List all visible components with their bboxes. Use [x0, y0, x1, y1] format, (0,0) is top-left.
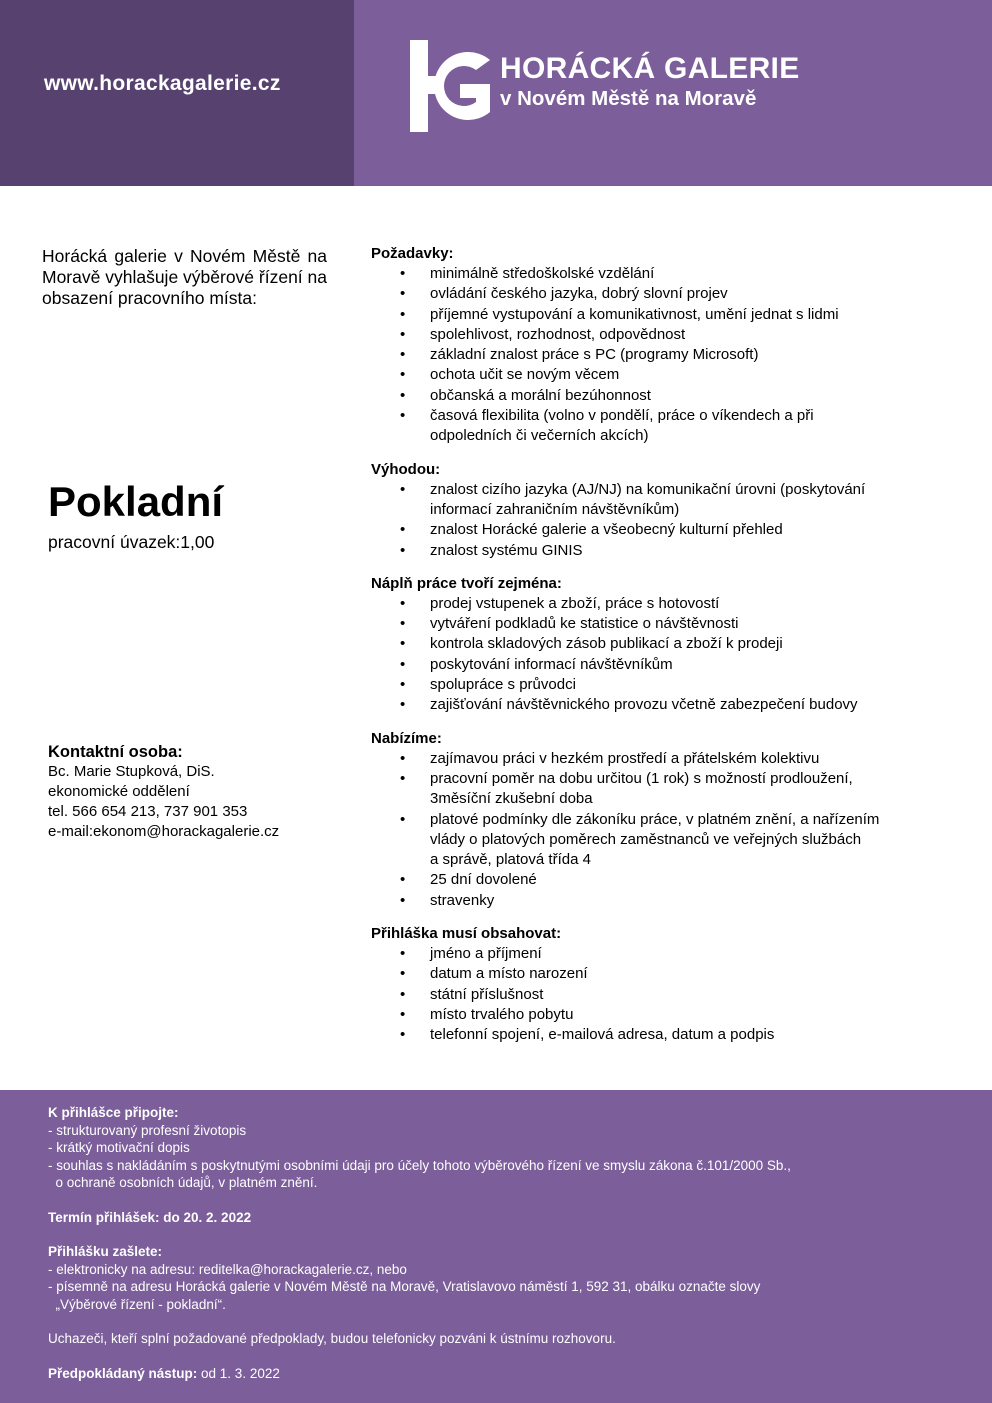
hg-monogram-icon	[410, 40, 492, 132]
bullet-list	[371, 264, 951, 447]
section-heading: Nabízíme:	[371, 729, 442, 747]
section	[371, 574, 951, 716]
section	[371, 924, 951, 1045]
bullet-list	[371, 944, 951, 1045]
section-heading: Požadavky:	[371, 245, 454, 262]
section-heading: Výhodou:	[371, 460, 441, 478]
bullet-list	[371, 480, 951, 561]
list-item: • státní příslušnost	[371, 985, 951, 1005]
attach-item: - krátký motivační dopis	[48, 1140, 190, 1155]
list-item: • spolehlivost, rozhodnost, odpovědnost	[371, 325, 951, 345]
list-item: • minimálně středoškolské vzdělání	[371, 264, 951, 284]
list-item: • příjemné vystupování a komunikativnost, umění jednat s lidmi	[371, 305, 951, 325]
send-item: „Výběrové řízení - pokladní“.	[48, 1296, 226, 1312]
list-item: • ochota učit se novým věcem	[371, 365, 951, 385]
list-item: • znalost Horácké galerie a všeobecný kulturní přehled	[371, 520, 951, 540]
header-left-panel	[0, 0, 354, 186]
deadline: Termín přihlášek: do 20. 2. 2022	[48, 1209, 252, 1225]
logo-text	[500, 52, 800, 112]
section	[371, 729, 951, 911]
send-item: - písemně na adresu Horácká galerie v Novém Městě na Moravě, Vratislavovo náměstí 1, 592 31, obálku označte slovy	[48, 1279, 761, 1294]
start-label: Předpokládaný nástup:	[48, 1365, 198, 1381]
section	[371, 460, 951, 561]
list-item: • stravenky	[371, 891, 951, 911]
header	[0, 0, 992, 186]
list-item: • poskytování informací návštěvníkům	[371, 655, 951, 675]
list-item: • kontrola skladových zásob publikací a zboží k prodeji	[371, 634, 951, 654]
bullet-list	[371, 749, 951, 911]
logo-subtitle: v Novém Městě na Moravě	[500, 87, 757, 110]
list-item: • časová flexibilita (volno v pondělí, práce o víkendech a při odpoledních či večerních akcích)	[371, 406, 951, 447]
list-item: • znalost systému GINIS	[371, 541, 951, 561]
footer	[0, 1090, 992, 1403]
start-value: od 1. 3. 2022	[197, 1365, 280, 1381]
intro-text: Horácká galerie v Novém Městě na Moravě vyhlašuje výběrové řízení na obsazení pracovního místa:	[42, 246, 327, 308]
attach-item: - souhlas s nakládáním s poskytnutými osobními údaji pro účely tohoto výběrového řízení ve smyslu zákona č.101/2000 Sb.,	[48, 1157, 791, 1173]
footer-content	[48, 1104, 948, 1382]
contact-name: Bc. Marie Stupková, DiS.	[48, 763, 215, 780]
list-item: • ovládání českého jazyka, dobrý slovní projev	[371, 284, 951, 304]
start-date	[48, 1365, 948, 1383]
list-item: • místo trvalého pobytu	[371, 1005, 951, 1025]
list-item: • telefonní spojení, e-mailová adresa, datum a podpis	[371, 1025, 951, 1045]
list-item: • platové podmínky dle zákoníku práce, v platném znění, a nařízením vlády o platových poměrech zaměstnanců ve veřejných službách a správě, platová třída 4	[371, 810, 951, 871]
list-item: • datum a místo narození	[371, 964, 951, 984]
contact-department: ekonomické oddělení	[48, 783, 190, 800]
contact-block	[48, 742, 279, 842]
send-heading: Přihlášku zašlete:	[48, 1244, 163, 1259]
list-item: • jméno a příjmení	[371, 944, 951, 964]
job-workload: pracovní úvazek:1,00	[48, 532, 215, 552]
requirements-column	[371, 244, 951, 1059]
list-item: • prodej vstupenek a zboží, práce s hotovostí	[371, 594, 951, 614]
contact-email[interactable]: e-mail:ekonom@horackagalerie.cz	[48, 823, 280, 840]
job-title: Pokladní	[48, 478, 224, 525]
list-item: • vytváření podkladů ke statistice o návštěvnosti	[371, 614, 951, 634]
section-heading: Přihláška musí obsahovat:	[371, 925, 562, 943]
interview-note: Uchazeči, kteří splní požadované předpoklady, budou telefonicky pozváni k ústnímu rozhovoru.	[48, 1331, 616, 1346]
list-item: • zajišťování návštěvnického provozu včetně zabezpečení budovy	[371, 695, 951, 715]
section-heading: Náplň práce tvoří zejména:	[371, 574, 562, 592]
bullet-list	[371, 594, 951, 716]
list-item: • základní znalost práce s PC (programy Microsoft)	[371, 345, 951, 365]
attach-heading: K přihlášce připojte:	[48, 1105, 179, 1120]
contact-heading: Kontaktní osoba:	[48, 743, 183, 761]
list-item: • zajímavou práci v hezkém prostředí a přátelském kolektivu	[371, 749, 951, 769]
attach-item: - strukturovaný profesní životopis	[48, 1122, 247, 1138]
list-item: • občanská a morální bezúhonnost	[371, 386, 951, 406]
send-item: - elektronicky na adresu: reditelka@horackagalerie.cz, nebo	[48, 1261, 407, 1277]
list-item: • 25 dní dovolené	[371, 870, 951, 890]
section	[371, 244, 951, 447]
attach-item: o ochraně osobních údajů, v platném znění.	[48, 1175, 318, 1190]
logo-title: HORÁCKÁ GALERIE	[500, 52, 800, 85]
list-item: • znalost cizího jazyka (AJ/NJ) na komunikační úrovni (poskytování informací zahraničním návštěvníkům)	[371, 480, 951, 521]
website-link[interactable]: www.horackagalerie.cz	[44, 72, 281, 95]
list-item: • pracovní poměr na dobu určitou (1 rok) s možností prodloužení, 3měsíční zkušební doba	[371, 769, 951, 810]
list-item: • spolupráce s průvodci	[371, 675, 951, 695]
contact-phone: tel. 566 654 213, 737 901 353	[48, 803, 248, 820]
